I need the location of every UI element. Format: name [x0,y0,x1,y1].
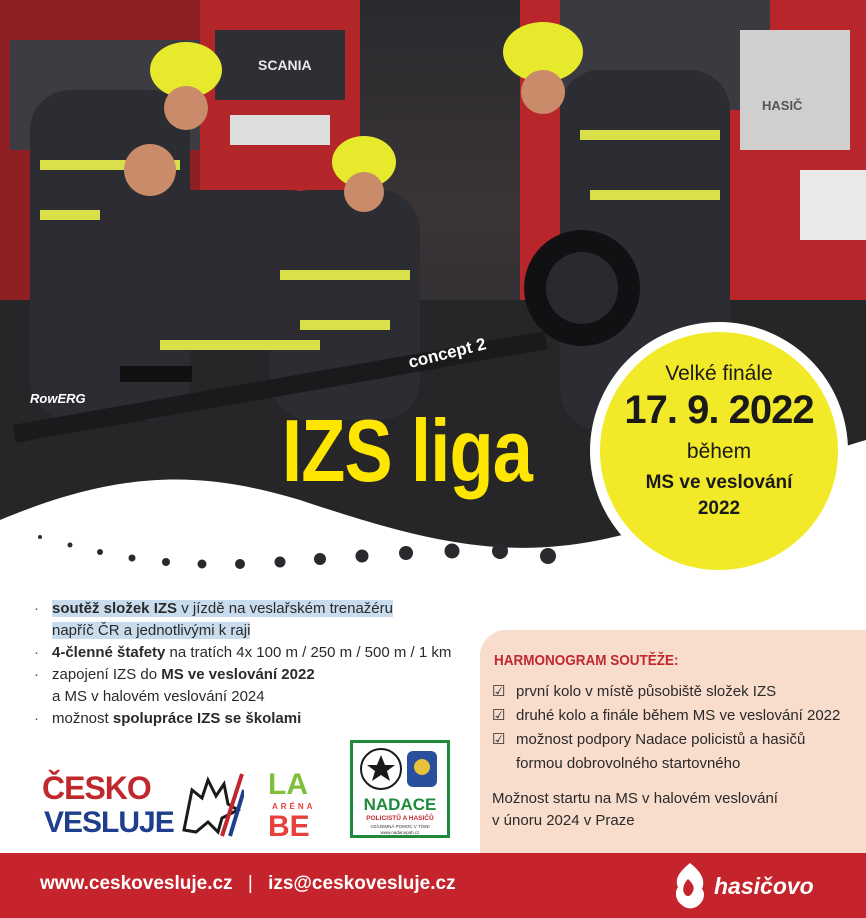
czech-lion-logo[interactable] [178,770,244,838]
nadace-subtitle: POLICISTŮ A HASIČŮ [366,815,434,822]
list-item [30,664,480,708]
footer-links [40,873,456,895]
schedule-item [492,728,852,776]
list-item [30,708,480,730]
schedule-item [492,704,852,728]
lion-icon [178,770,244,838]
labe-logo-top: LA [268,768,308,801]
labe-arena-logo[interactable] [268,768,326,843]
checkbox-icon: ☑ [492,707,506,724]
bullet-dot: · [34,710,39,727]
list-item [30,642,480,664]
item-text: v jízdě na veslařském trenažéru [177,600,393,617]
nadace-logo[interactable] [350,740,450,838]
hasicovo-brand[interactable] [672,861,842,911]
schedule-panel [480,630,866,853]
item-text: možnost [52,710,113,727]
footer-separator: | [247,873,253,894]
schedule-item-text: druhé kolo a finále během MS ve veslování 2022 [516,707,841,724]
feature-list [30,598,480,730]
police-fire-badges-icon [353,743,447,795]
labe-logo-bottom: BE [268,810,310,843]
bullet-dot: · [34,644,39,661]
finale-during: během [686,440,752,463]
website-link[interactable]: www.ceskovesluje.cz [40,873,233,894]
schedule-item [492,680,852,704]
list-item [30,598,480,642]
schedule-title: HARMONOGRAM SOUTĚŽE: [494,652,679,669]
checkbox-icon: ☑ [492,731,506,748]
schedule-item-text: první kolo v místě působiště složek IZS [516,683,777,700]
schedule-note [492,788,822,832]
item-text: na tratích 4x 100 m / 250 m / 500 m / 1 km [165,644,452,661]
finale-event: MS ve veslování [645,472,793,493]
labe-logo-mid: ARÉNA [272,802,316,811]
finale-label: Velké finále [665,362,773,385]
schedule-list [492,680,852,776]
item-text-line2: napříč ČR a jednotlivými k raji [52,622,251,639]
nadace-tagline: VZÁJEMNÁ POMOC V TÍSNI [370,824,430,829]
truck-label: HASIČ [762,98,803,113]
footer-bar [0,853,866,918]
item-text-line2: a MS v halovém veslování 2024 [52,688,265,705]
checkbox-icon: ☑ [492,683,506,700]
bullet-dot: · [34,666,39,683]
schedule-item-text-line2: formou dobrovolného startovného [516,755,741,772]
bullet-dot: · [34,600,39,617]
machine-model: RowERG [30,391,86,406]
item-strong: 4-členné štafety [52,644,166,661]
schedule-note-line1: Možnost startu na MS v halovém veslování [492,790,778,807]
truck-brand: SCANIA [258,57,312,73]
item-strong: soutěž složek IZS [52,600,178,617]
email-link[interactable]: izs@ceskovesluje.cz [268,873,456,894]
page-title: IZS liga [282,401,533,500]
schedule-item-text: možnost podpory Nadace policistů a hasičů [516,731,806,748]
nadace-title: NADACE [363,795,437,814]
finale-date: 17. 9. 2022 [624,388,814,432]
item-strong: MS ve veslování 2022 [161,666,315,683]
finale-badge [600,332,838,570]
nadace-website: www.nadacepah.cz [380,830,420,835]
brand-name: hasičovo [714,873,814,899]
flame-lion-icon [672,861,708,911]
cesko-vesluje-logo[interactable] [42,770,174,839]
schedule-note-line2: v únoru 2024 v Praze [492,812,635,829]
finale-year: 2022 [697,498,741,519]
cesko-logo-top: ČESKO [42,770,151,806]
item-strong: spolupráce IZS se školami [112,710,302,727]
item-text: zapojení IZS do [52,666,162,683]
machine-brand: concept 2 [406,334,488,372]
cesko-logo-bottom: VESLUJE [44,806,174,839]
